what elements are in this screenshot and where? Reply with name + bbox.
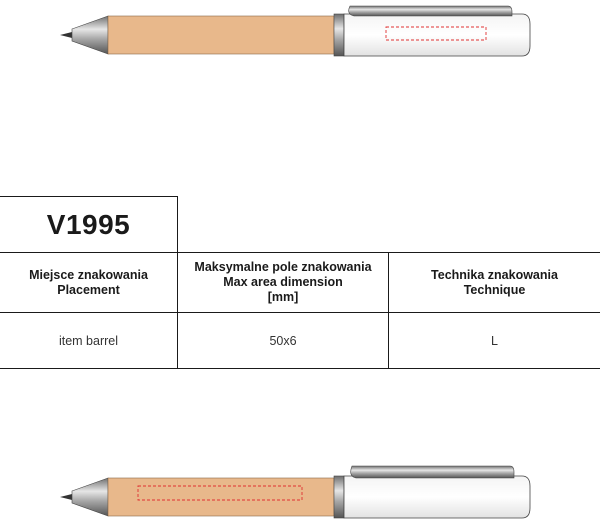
pen-clip [349,6,512,16]
pen-ring [334,476,344,518]
pen-tip [60,494,72,500]
pen-cap [344,14,530,56]
value-max-area: 50x6 [269,333,297,348]
product-code: V1995 [46,208,131,240]
pen-barrel [108,478,334,516]
header-placement: Miejsce znakowania Placement [29,267,148,297]
spec-table [0,196,600,370]
pen-ring [334,14,344,56]
pen-barrel [108,16,334,54]
pen-cap [344,476,530,518]
pen-cone [72,16,108,54]
pen-illustration-cap-marking [0,2,600,62]
pen-clip [351,466,514,478]
pen-illustration-barrel-marking [0,462,600,522]
value-placement: item barrel [58,333,119,348]
value-technique: L [491,333,498,348]
pen-tip [60,32,72,38]
pen-cone [72,478,108,516]
header-max-area: Maksymalne pole znakowania Max area dimension [mm] [194,260,372,304]
header-technique: Technika znakowania Technique [431,267,558,297]
